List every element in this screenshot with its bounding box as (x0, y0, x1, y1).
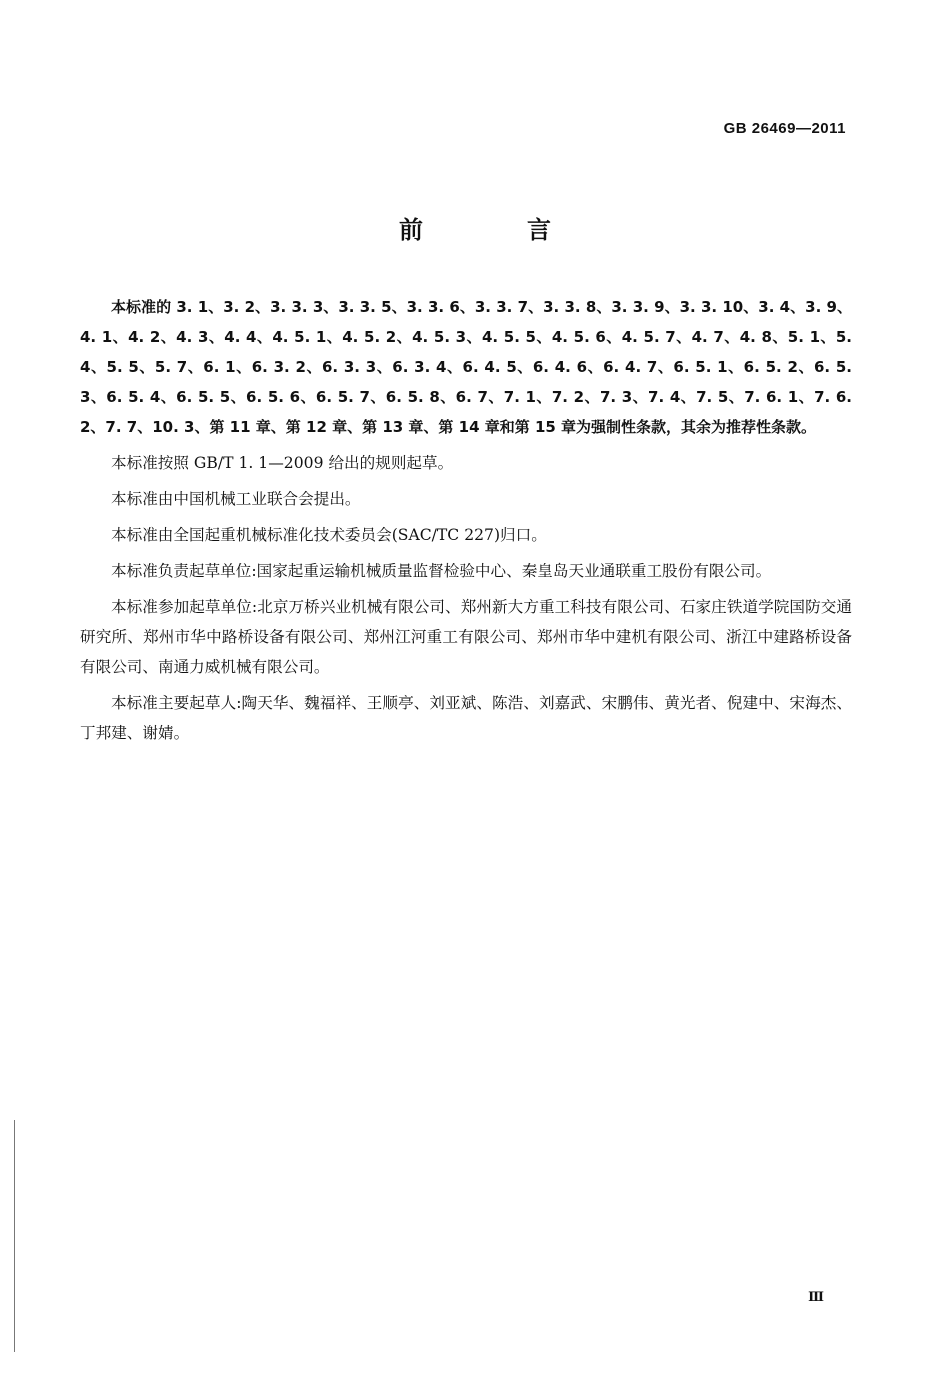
standard-number: GB 26469—2011 (723, 120, 846, 137)
page-number: Ⅲ (808, 1290, 824, 1305)
foreword-body (80, 292, 852, 754)
drafting-rules-paragraph: 本标准按照 GB/T 1. 1—2009 给出的规则起草。 (111, 454, 454, 472)
mandatory-clauses-paragraph: 本标准的 3. 1、3. 2、3. 3. 3、3. 3. 5、3. 3. 6、3. 3. 7、3. 3. 8、3. 3. 9、3. 3. 10、3. 4、3. 9、4. 1、4. 2、4. 3、4. 4、4. 5. 1、4. 5. 2、4. 5. 3、4. 5. 5、4. 5. 6、4. 5. 7、4. 7、4. 8、5. 1、5. 4、5. 5、5. 7、6. 1、6. 3. 2、6. 3. 3、6. 3. 4、6. 4. 5、6. 4. 6、6. 4. 7、6. 5. 1、6. 5. 2、6. 5. 3、6. 5. 4、6. 5. 5、6. 5. 6、6. 5. 7、6. 5. 8、6. 7、7. 1、7. 2、7. 3、7. 4、7. 5、7. 6. 1、7. 6. 2、7. 7、10. 3、第 11 章、第 12 章、第 13 章、第 14 章和第 15 章为强制性条款，其余为推荐性条款。 (80, 298, 852, 436)
scan-edge-line (14, 1120, 15, 1352)
participating-drafters-paragraph: 本标准参加起草单位:北京万桥兴业机械有限公司、郑州新大方重工科技有限公司、石家庄铁道学院国防交通研究所、郑州市华中路桥设备有限公司、郑州江河重工有限公司、郑州市华中建机有限公司、浙江中建路桥设备有限公司、南通力威机械有限公司。 (80, 598, 852, 676)
committee-paragraph: 本标准由全国起重机械标准化技术委员会(SAC/TC 227)归口。 (111, 526, 547, 544)
page-title: 前 言 (399, 216, 591, 244)
proposer-paragraph: 本标准由中国机械工业联合会提出。 (111, 490, 361, 508)
lead-drafters-paragraph: 本标准负责起草单位:国家起重运输机械质量监督检验中心、秦皇岛天业通联重工股份有限公司。 (111, 562, 772, 580)
main-drafters-paragraph: 本标准主要起草人:陶天华、魏福祥、王顺亭、刘亚斌、陈浩、刘嘉武、宋鹏伟、黄光者、倪建中、宋海杰、丁邦建、谢婧。 (80, 694, 852, 742)
